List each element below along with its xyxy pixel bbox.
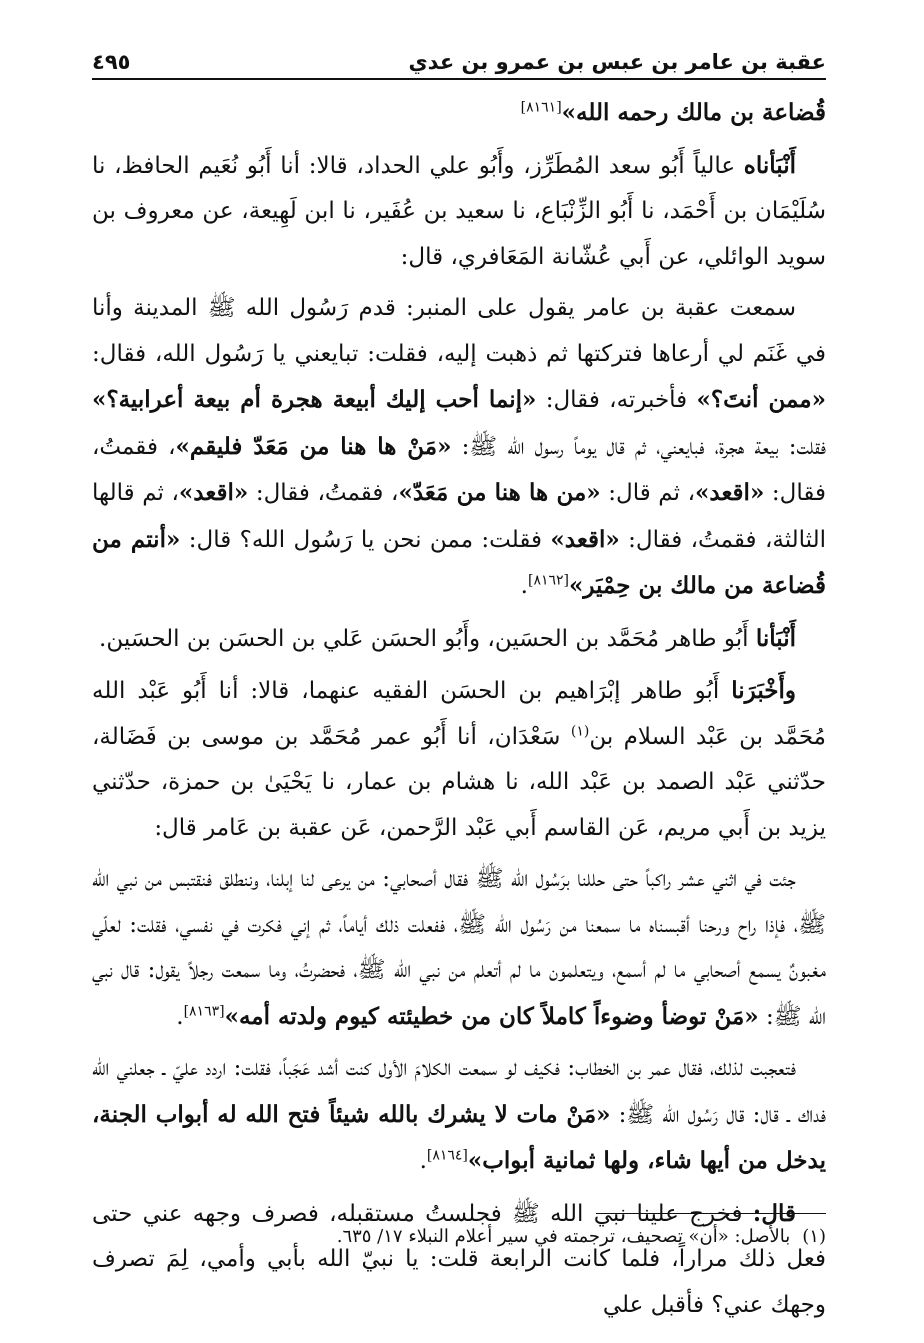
quote-bold: «اقعد» — [178, 479, 249, 506]
text-run: ، فقمتُ، فقال: — [92, 433, 827, 506]
quote-bold: «ممن أنتَ؟» — [696, 386, 826, 413]
quote-bold: «مَنْ مات لا يشرك بالله شيئاً فتح الله له أبواب الجنة، يدخل من أيها شاء، ولها ثمانية أبواب» — [92, 1100, 826, 1174]
text-run: سَعْدَان، أنا أَبُو عمر مُحَمَّد بن موسى بن فَضَالة، حدّثني عَبْد الصمد بن عَبْد الله، نا هشام بن عمار، نا يَحْيَىٰ بن حمزة، حدّثني يزيد بن أَبي مريم، عَن القاسم أَبي عَبْد الرَّحمن، عَن عقبة بن عَامر قال: — [92, 723, 826, 841]
text-run: فقلت: بيعة هجرة، فبايعني، ثم قال يوماً رسول الله ﷺ: — [451, 433, 827, 460]
section-title: قُضاعة بن مالك رحمه الله» — [561, 99, 826, 126]
paragraph-6 — [92, 857, 826, 1040]
running-title: عقبة بن عامر بن عبس بن عمرو بن عدي — [408, 50, 826, 74]
hadith-ref: [٨١٦٤] — [426, 1147, 468, 1164]
quote-bold: «اقعد» — [550, 525, 620, 553]
footnote-divider — [596, 1213, 826, 1214]
quote-bold: «اقعد» — [695, 479, 765, 506]
paragraph-5 — [92, 668, 826, 851]
text-run: ، فقمتُ، فقال: — [248, 480, 399, 506]
isnad-lead: أَنْبَأناه — [743, 151, 796, 179]
text-run: ، ثم قال: — [600, 480, 696, 506]
quote-bold: «من ها هنا من مَعَدّ» — [398, 479, 601, 506]
quote-bold: «أنتم من قُضاعة من مالك بن حِمْيَر» — [92, 525, 826, 599]
page-header — [92, 38, 826, 80]
footnote-text: بالأصل: «أن» تصحيف، ترجمته في سير أعلام النبلاء ١٧/ ٦٣٥. — [336, 1226, 791, 1247]
hadith-ref: [٨١٦٣] — [183, 1002, 225, 1019]
text-run: فأخبرته، فقال: — [536, 387, 697, 413]
paragraph-4 — [92, 616, 826, 663]
paragraph-3 — [92, 286, 826, 610]
paragraph-text: عالياً أَبُو سعد المُطَرِّز، وأَبُو علي الحداد، قالا: أنا أَبُو نُعَيم الحافظ، نا سُلَيْمَان بن أَحْمَد، نا أَبُو الزِّنْبَاع، نا سعيد بن عُفَير، نا ابن لَهِيعة، عن معروف بن سويد الوائلي، عن أَبي عُشّانة المَعَافري، قال: — [92, 152, 826, 270]
quote-bold: «مَنْ توضأ وضوءاً كاملاً كان من خطيئته كيوم ولدته أمه» — [224, 1002, 759, 1030]
hadith-ref: [٨١٦١] — [520, 99, 562, 116]
footnote — [92, 1222, 826, 1252]
paragraph-7 — [92, 1046, 826, 1185]
quote-bold: «إنما أحب إليك أبيعة هجرة أم بيعة أعرابية؟» — [92, 386, 537, 413]
text-run: . — [520, 573, 528, 599]
text-run: فتعجبت لذلك، فقال عمر بن الخطاب: فكيف لو سمعت الكلامَ الأول كنت أشد عَجَباً، فقلت: اردد عليّ ـ جعلني الله فداك ـ قال: قال رَسُول الله ﷺ: — [92, 1055, 826, 1128]
isnad-lead: أَنْبَأنا — [755, 624, 796, 652]
paragraph-8 — [92, 1191, 826, 1329]
quote-bold: «مَنْ ها هنا من مَعَدّ فليقم» — [175, 432, 452, 460]
footnote-number: (١) — [802, 1226, 826, 1247]
paragraph-2 — [92, 143, 826, 281]
footnote-marker[interactable]: (١) — [570, 722, 590, 739]
hadith-ref: [٨١٦٢] — [527, 572, 569, 589]
paragraph-text: أَبُو طاهر مُحَمَّد بن الحسَين، وأَبُو الحسَن عَلي بن الحسَن بن الحسَين. — [99, 625, 756, 652]
text-run: . — [419, 1148, 427, 1174]
paragraph-1 — [92, 90, 826, 137]
isnad-lead: قال: — [752, 1199, 796, 1227]
page-number: ٤٩٥ — [92, 50, 131, 74]
text-run: فقلت: ممن نحن يا رَسُول الله؟ قال: — [180, 526, 551, 553]
text-run: جئت في اثني عشر راكباً حتى حللنا برَسُول الله ﷺ فقال أصحابي: من يرعى لنا إبلنا، وننطلق فنقتبس من نبي الله ﷺ، فإذا راح ورحنا أقبسناه ما سمعنا من رَسُول الله ﷺ، ففعلت ذلك أياماً، ثم إني فكرت في نفسي، فقلت: لعلّي مغبونٌ يسمع أصحابي ما لم أسمع، ويتعلمون ما لم أتعلم من نبي الله ﷺ، فحضرتُ، وما سمعت رجلاً يقول: قال نبي الله ﷺ: — [92, 866, 826, 1030]
text-run: أَبُو طاهر إبْرَاهيم بن الحسَن الفقيه عنهما، قالا: أنا أَبُو عَبْد الله مُحَمَّد بن عَبْد السلام بن — [92, 678, 826, 750]
paragraph-text: فخرج علينا نبي الله ﷺ فجلستُ مستقبله، فصرف وجهه عني حتى فعل ذلك مراراً، فلما كانت الرابعة قلت: يا نبيّ الله بأبي وأمي، لِمَ تصرف وجهك عني؟ فأقبل علي — [92, 1200, 826, 1318]
text-run: سمعت عقبة بن عامر يقول على المنبر: قدم رَسُول الله ﷺ المدينة وأنا في غَنَم لي أرعاها فتركتها ثم ذهبت إليه، فقلت: تبايعني يا رَسُول الله، فقال: — [92, 295, 826, 367]
text-run: ، ثم قالها الثالثة، فقمتُ، فقال: — [92, 480, 827, 553]
isnad-lead: وأَخْبَرَنا — [731, 677, 796, 704]
main-text — [92, 90, 826, 1334]
text-run: . — [176, 1003, 184, 1030]
